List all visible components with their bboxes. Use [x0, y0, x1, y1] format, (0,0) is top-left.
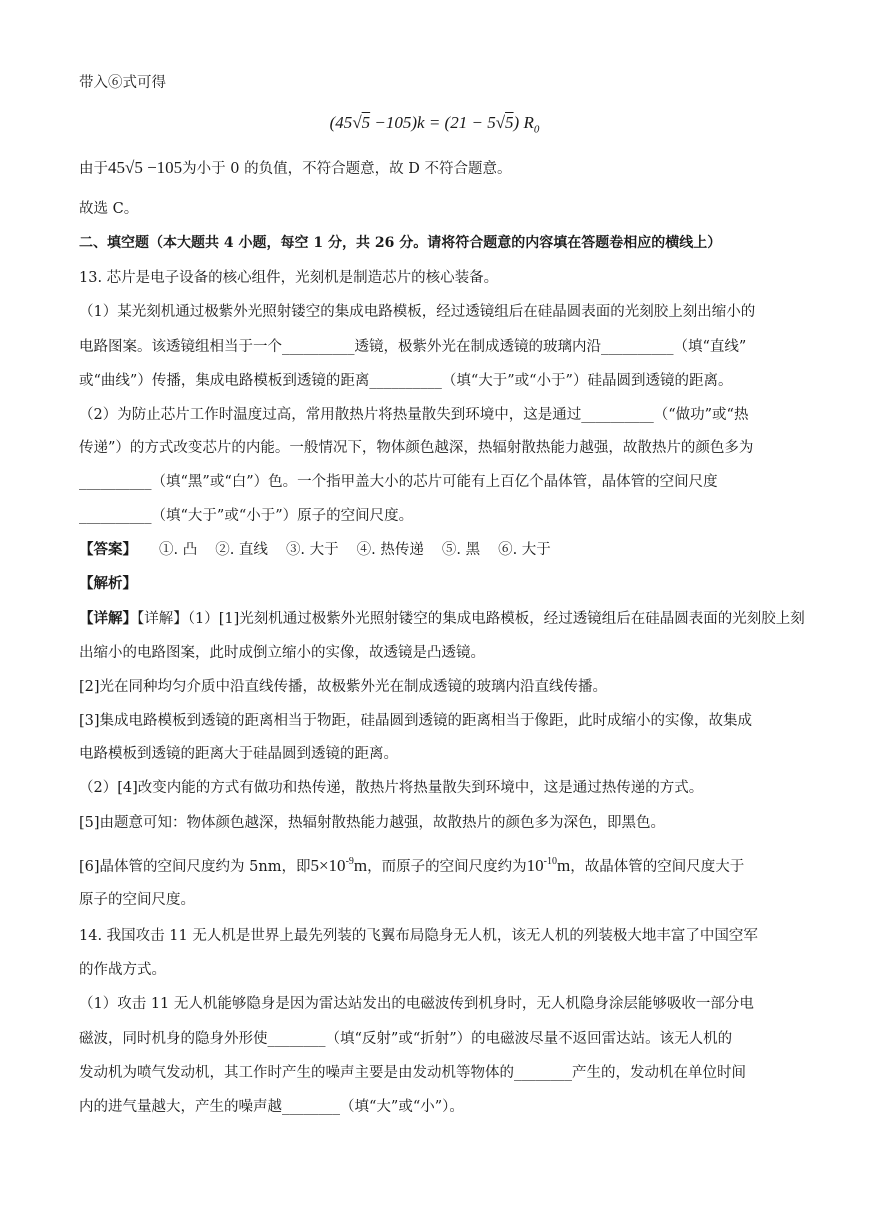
inline-math	[527, 856, 571, 875]
math-exponent: -10	[543, 856, 557, 867]
subscript: 0	[533, 123, 540, 136]
text-line: （2）为防止芯片工作时温度过高，常用散热片将热量散失到环境中，这是通过__________（“做功”或“热	[79, 407, 749, 423]
sqrt-symbol: √	[352, 113, 362, 132]
equation	[0, 113, 869, 135]
question-13: 13. 芯片是电子设备的核心组件，光刻机是制造芯片的核心装备。	[79, 270, 499, 286]
math-unit: m	[353, 856, 368, 875]
text-line: （1）攻击 11 无人机能够隐身是因为雷达站发出的电磁波传到机身时，无人机隐身涂层能够吸收一部分电	[79, 996, 754, 1012]
section-heading: 二、填空题（本大题共 4 小题，每空 1 分，共 26 分。请将符合题意的内容填在答题卷相应的横线上）	[79, 235, 722, 251]
text-line: 带入⑥式可得	[79, 75, 166, 91]
text-span: ，而原子的空间尺度约为	[367, 859, 527, 875]
text-line: [5]由题意可知：物体颜色越深，热辐射散热能力越强，故散热片的颜色多为深色，即黑色。	[79, 815, 666, 831]
answer-item: ②. 直线	[215, 542, 268, 558]
answer-item: ④. 热传递	[356, 542, 424, 558]
text-line	[79, 852, 744, 877]
text-line: 传递”）的方式改变芯片的内能。一般情况下，物体颜色越深，热辐射散热能力越强，故散热片的颜色多为	[79, 440, 754, 456]
answer-item: ⑥. 大于	[498, 542, 551, 558]
math-base: 5×10	[310, 856, 346, 875]
text-line: （1）某光刻机通过极紫外光照射镂空的集成电路模板，经过透镜组后在硅晶圆表面的光刻胶上刻出缩小的	[79, 304, 756, 320]
answer-line	[79, 540, 569, 560]
equation-part: ) R	[513, 113, 534, 132]
text-line: 电路模板到透镜的距离大于硅晶圆到透镜的距离。	[79, 746, 398, 762]
text-span: [6]晶体管的空间尺度约为 5nm，即	[79, 859, 311, 875]
text-line: __________（填“大于”或“小于”）原子的空间尺度。	[79, 508, 414, 524]
text-line: 或“曲线”）传播，集成电路模板到透镜的距离__________（填“大于”或“小于”）硅晶圆到透镜的距离。	[79, 373, 733, 389]
inline-math	[310, 856, 367, 875]
text-line: 的作战方式。	[79, 962, 166, 978]
radicand: 5	[505, 113, 514, 132]
answer-item: ③. 大于	[285, 542, 339, 558]
analysis-heading: 【解析】	[79, 575, 137, 592]
math-unit: m	[556, 856, 571, 875]
text-line	[79, 609, 805, 629]
text-line: （2）[4]改变内能的方式有做功和热传递，散热片将热量散失到环境中，这是通过热传递的方式。	[79, 780, 704, 796]
equation-part: (45	[329, 113, 353, 132]
text-line: 磁波，同时机身的隐身外形使________（填“反射”或“折射”）的电磁波尽量不返回雷达站。该无人机的	[79, 1031, 733, 1047]
answer-item: ⑤. 黑	[441, 542, 481, 558]
sqrt-symbol: √	[495, 113, 506, 132]
question-14: 14. 我国攻击 11 无人机是世界上最先列装的飞翼布局隐身无人机，该无人机的列装极大地丰富了中国空军	[79, 928, 758, 944]
text-line: [3]集成电路模板到透镜的距离相当于物距，硅晶圆到透镜的距离相当于像距，此时成缩小的实像，故集成	[79, 713, 753, 729]
radicand: 5	[361, 113, 371, 132]
text-line: 原子的空间尺度。	[79, 892, 195, 908]
text-line: 出缩小的电路图案，此时成倒立缩小的实像，故透镜是凸透镜。	[79, 645, 485, 661]
inline-math: 45√5 −105	[108, 158, 183, 177]
text-line: 内的进气量越大，产生的噪声越________（填“大”或“小”）。	[79, 1099, 464, 1115]
text-line	[79, 158, 511, 179]
text-line: 故选 C。	[79, 201, 139, 217]
math-base: 10	[526, 856, 544, 875]
text-span: 为小于 0 的负值，不符合题意，故 D 不符合题意。	[182, 161, 512, 177]
text-span: 由于	[79, 161, 108, 177]
text-line: [2]光在同种均匀介质中沿直线传播，故极紫外光在制成透镜的玻璃内沿直线传播。	[79, 679, 608, 695]
math-exponent: -9	[345, 856, 354, 867]
text-line: __________（填“黑”或“白”）色。一个指甲盖大小的芯片可能有上百亿个晶体管，晶体管的空间尺度	[79, 474, 718, 490]
text-line: 发动机为喷气发动机，其工作时产生的噪声主要是由发动机等物体的________产生的，发动机在单位时间	[79, 1065, 746, 1081]
text-span: 【详解】（1）[1]光刻机通过极紫外光照射镂空的集成电路模板，经过透镜组后在硅晶圆表面的光刻胶上刻	[137, 611, 805, 627]
text-line: 电路图案。该透镜组相当于一个__________透镜，极紫外光在制成透镜的玻璃内沿__________（填“直线”	[79, 339, 747, 355]
detail-tag: 【详解】	[79, 610, 137, 627]
answer-item: ①. 凸	[159, 542, 198, 558]
text-span: ，故晶体管的空间尺度大于	[570, 859, 745, 875]
equation-part: −105)k = (21 − 5	[370, 113, 496, 132]
answer-tag: 【答案】	[79, 541, 137, 558]
